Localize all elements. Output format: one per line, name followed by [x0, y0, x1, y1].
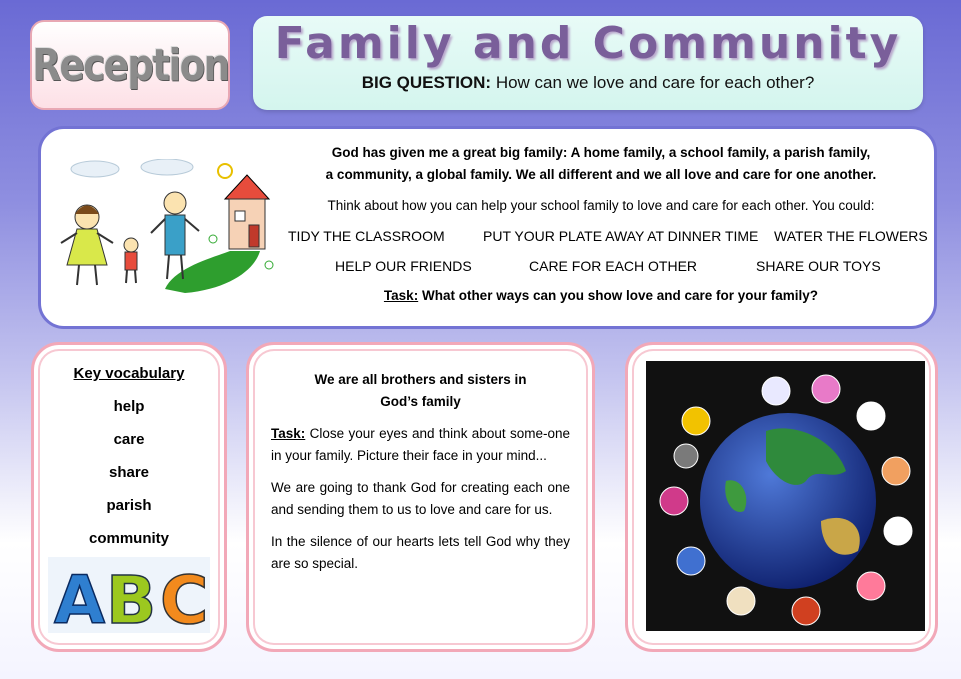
reception-badge [30, 20, 230, 110]
action-help-friends: HELP OUR FRIENDS [335, 258, 472, 274]
family-drawing-image [55, 159, 283, 299]
action-water-flowers: WATER THE FLOWERS [774, 228, 928, 244]
abc-letters-image [48, 557, 210, 633]
vocab-word-help: help [113, 398, 145, 415]
action-tidy-classroom: TIDY THE CLASSROOM [288, 228, 445, 244]
vocab-word-community: community [88, 530, 169, 547]
intro-panel [38, 126, 937, 329]
intro-task-text: What other ways can you show love and care for your family? [421, 288, 819, 303]
prayer-title-line-1: We are all brothers and sisters in [314, 372, 527, 387]
vocab-word-care: care [113, 431, 145, 448]
prayer-title [249, 369, 592, 413]
prayer-title-line-2: God’s family [380, 394, 461, 409]
prayer-paragraph-3: In the silence of our hearts lets tell God why they are so special. [271, 534, 570, 571]
big-question-label: BIG QUESTION: [361, 73, 492, 92]
vocabulary-panel [31, 342, 227, 652]
abc-letter-c: C [160, 562, 209, 633]
prayer-panel [246, 342, 595, 652]
reception-label: Reception [31, 39, 229, 91]
intro-line-2: a community, a global family. We all different and we all love and care for one another. [325, 167, 877, 182]
intro-task-label: Task: [383, 288, 419, 303]
title-banner [253, 16, 923, 110]
vocabulary-title: Key vocabulary [73, 365, 185, 382]
intro-line-3: Think about how you can help your school family to love and care for each other. You could: [327, 198, 875, 213]
intro-line-1: God has given me a great big family: A home family, a school family, a parish family, [331, 145, 871, 160]
vocab-word-parish: parish [106, 497, 152, 514]
prayer-paragraph-2: We are going to thank God for creating each one and sending them to us to love and care for us. [271, 480, 570, 517]
children-around-globe-image [646, 361, 925, 631]
big-question [253, 73, 923, 93]
big-question-text: How can we love and care for each other? [495, 73, 815, 92]
prayer-task-text: Close your eyes and think about some-one in your family. Picture their face in your mind... [271, 426, 570, 463]
vocab-word-share: share [108, 464, 150, 481]
abc-letter-b: B [106, 562, 157, 633]
abc-letter-a: A [54, 562, 106, 633]
page-title: Family and Community [274, 18, 902, 69]
globe-panel [625, 342, 938, 652]
prayer-task [271, 423, 570, 467]
action-plate-away: PUT YOUR PLATE AWAY AT DINNER TIME [483, 228, 759, 244]
action-care-each-other: CARE FOR EACH OTHER [529, 258, 698, 274]
prayer-task-label: Task: [271, 426, 306, 441]
intro-task [281, 288, 921, 303]
action-share-toys: SHARE OUR TOYS [756, 258, 881, 274]
